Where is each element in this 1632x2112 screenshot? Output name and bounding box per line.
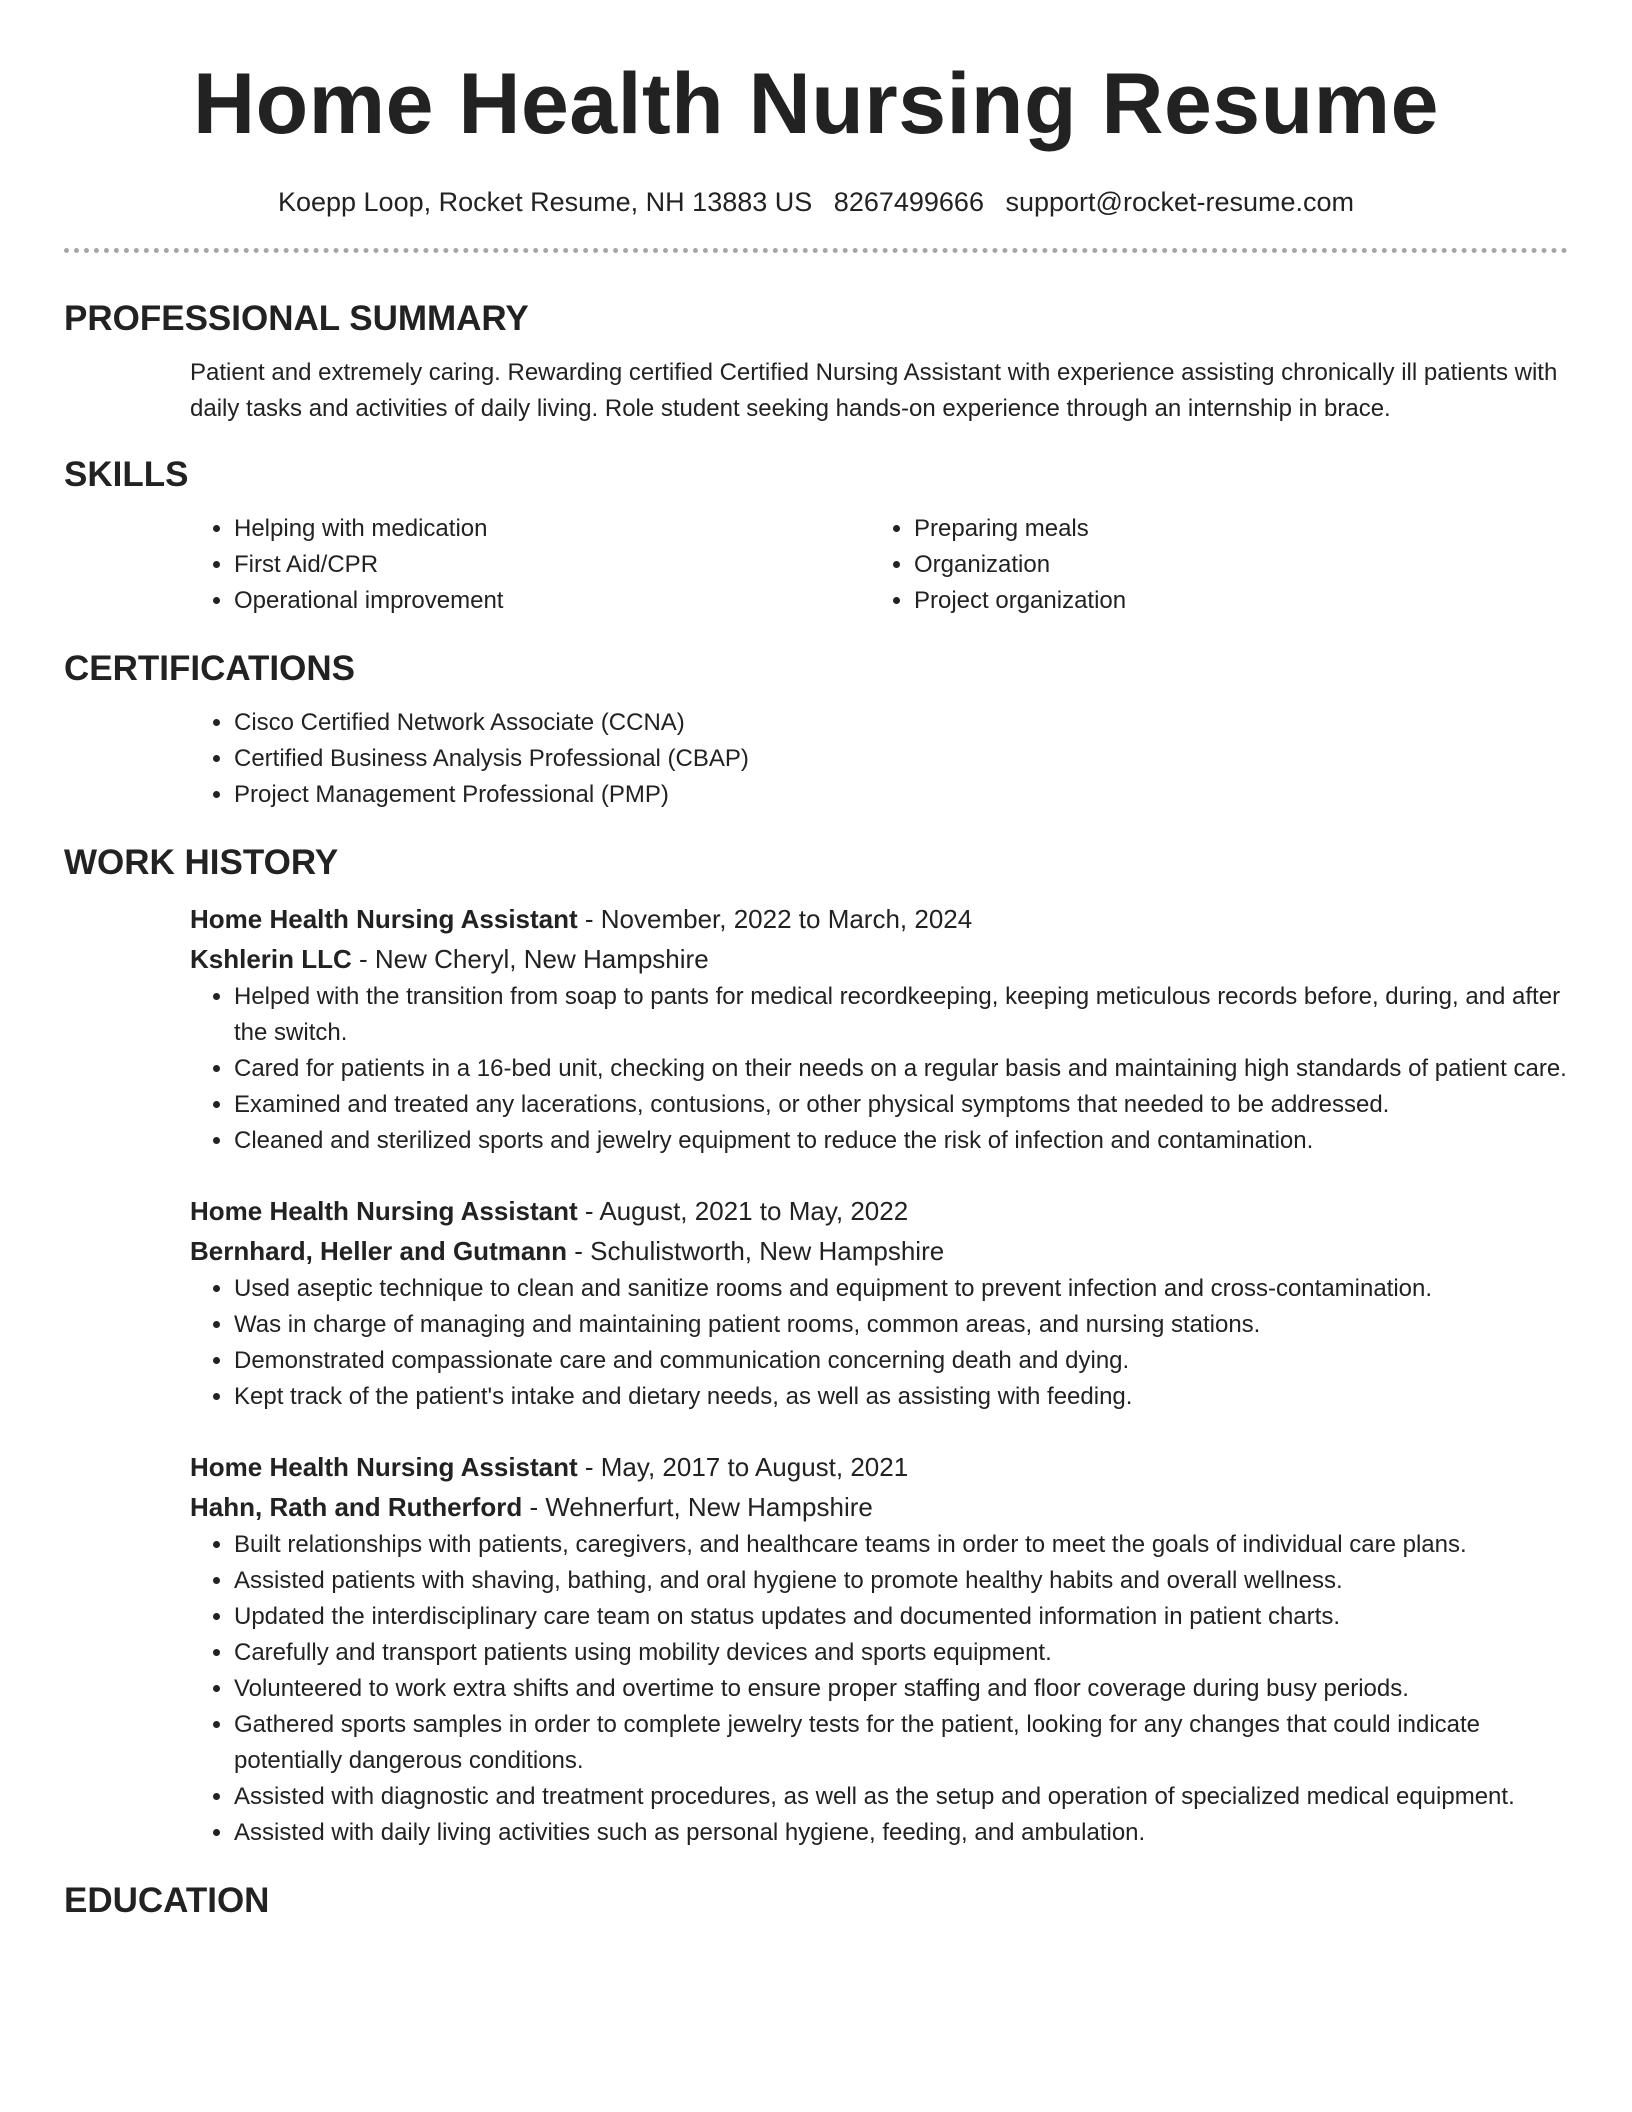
header-divider xyxy=(64,248,1568,253)
job-entry xyxy=(64,899,1568,1159)
job-company-line xyxy=(190,1231,1568,1271)
job-bullet: • Helped with the transition from soap to pants for medical recordkeeping, keeping meticulous records before, during, and after the switch. xyxy=(234,979,1568,1051)
skills-list-left xyxy=(190,511,870,619)
skill-item: • Organization xyxy=(914,547,1550,583)
job-bullet: • Was in charge of managing and maintaining patient rooms, common areas, and nursing stations. xyxy=(234,1307,1568,1343)
skill-item: • First Aid/CPR xyxy=(234,547,870,583)
resume-name: Home Health Nursing Resume xyxy=(193,56,1439,152)
certifications-list xyxy=(190,705,1568,813)
job-bullet: • Demonstrated compassionate care and communication concerning death and dying. xyxy=(234,1343,1568,1379)
summary-heading: PROFESSIONAL SUMMARY xyxy=(64,299,529,338)
certifications-section xyxy=(64,705,1568,813)
job-bullet: • Assisted with diagnostic and treatment procedures, as well as the setup and operation of specialized medical equipment. xyxy=(234,1779,1568,1815)
job-title-line xyxy=(190,1191,1568,1231)
job-bullet: • Assisted with daily living activities such as personal hygiene, feeding, and ambulation. xyxy=(234,1815,1568,1851)
job-title-line xyxy=(190,899,1568,939)
job-bullets xyxy=(190,1271,1568,1415)
job-title-line xyxy=(190,1447,1568,1487)
certification-item: • Cisco Certified Network Associate (CCNA) xyxy=(234,705,1568,741)
certification-item: • Project Management Professional (PMP) xyxy=(234,777,1568,813)
skills-columns xyxy=(190,511,1568,619)
job-bullet: • Updated the interdisciplinary care team on status updates and documented information in patient charts. xyxy=(234,1599,1568,1635)
contact-line xyxy=(64,184,1568,220)
contact-phone: 8267499666 xyxy=(833,187,984,217)
job-bullet: • Volunteered to work extra shifts and overtime to ensure proper staffing and floor coverage during busy periods. xyxy=(234,1671,1568,1707)
summary-text: Patient and extremely caring. Rewarding certified Certified Nursing Assistant with experience assisting chronically ill patients with daily tasks and activities of daily living. Role student seeking hands-on experience through an internship in brace. xyxy=(190,359,1558,422)
job-company-line xyxy=(190,1487,1568,1527)
education-heading: EDUCATION xyxy=(64,1881,270,1920)
job-company: Hahn, Rath and Rutherford xyxy=(190,1492,523,1522)
skills-column-left xyxy=(190,511,870,619)
job-bullet: • Built relationships with patients, caregivers, and healthcare teams in order to meet the goals of individual care plans. xyxy=(234,1527,1568,1563)
job-company-line xyxy=(190,939,1568,979)
job-location: - Schulistworth, New Hampshire xyxy=(567,1236,945,1266)
skill-item: • Preparing meals xyxy=(914,511,1550,547)
job-location: - Wehnerfurt, New Hampshire xyxy=(522,1492,873,1522)
job-bullet: • Kept track of the patient's intake and dietary needs, as well as assisting with feeding. xyxy=(234,1379,1568,1415)
certification-item: • Certified Business Analysis Professional (CBAP) xyxy=(234,741,1568,777)
contact-email: support@rocket-resume.com xyxy=(1005,187,1355,217)
job-bullet: • Gathered sports samples in order to complete jewelry tests for the patient, looking for any changes that could indicate potentially dangerous conditions. xyxy=(234,1707,1568,1779)
summary-section xyxy=(64,355,1568,427)
job-dates: - August, 2021 to May, 2022 xyxy=(577,1196,909,1226)
skill-item: • Helping with medication xyxy=(234,511,870,547)
job-location: - New Cheryl, New Hampshire xyxy=(351,944,709,974)
job-title: Home Health Nursing Assistant xyxy=(190,904,578,934)
contact-address: Koepp Loop, Rocket Resume, NH 13883 US xyxy=(277,187,813,217)
job-bullet: • Used aseptic technique to clean and sanitize rooms and equipment to prevent infection and cross-contamination. xyxy=(234,1271,1568,1307)
skill-item: • Project organization xyxy=(914,583,1550,619)
job-bullet: • Cared for patients in a 16-bed unit, checking on their needs on a regular basis and maintaining high standards of patient care. xyxy=(234,1051,1568,1087)
job-title: Home Health Nursing Assistant xyxy=(190,1452,578,1482)
job-bullet: • Cleaned and sterilized sports and jewelry equipment to reduce the risk of infection and contamination. xyxy=(234,1123,1568,1159)
job-entry xyxy=(64,1191,1568,1415)
job-bullet: • Carefully and transport patients using mobility devices and sports equipment. xyxy=(234,1635,1568,1671)
job-bullets xyxy=(190,1527,1568,1851)
job-company: Kshlerin LLC xyxy=(190,944,352,974)
work-history-heading: WORK HISTORY xyxy=(64,843,339,882)
job-bullet: • Examined and treated any lacerations, contusions, or other physical symptoms that needed to be addressed. xyxy=(234,1087,1568,1123)
skills-column-right xyxy=(870,511,1550,619)
job-bullets xyxy=(190,979,1568,1159)
job-company: Bernhard, Heller and Gutmann xyxy=(190,1236,568,1266)
skills-list-right xyxy=(870,511,1550,619)
job-bullet: • Assisted patients with shaving, bathing, and oral hygiene to promote healthy habits and overall wellness. xyxy=(234,1563,1568,1599)
skills-section xyxy=(64,511,1568,619)
job-title: Home Health Nursing Assistant xyxy=(190,1196,578,1226)
job-entry xyxy=(64,1447,1568,1851)
certifications-heading: CERTIFICATIONS xyxy=(64,649,356,688)
job-dates: - November, 2022 to March, 2024 xyxy=(577,904,973,934)
skills-heading: SKILLS xyxy=(64,455,189,494)
skill-item: • Operational improvement xyxy=(234,583,870,619)
job-dates: - May, 2017 to August, 2021 xyxy=(577,1452,909,1482)
